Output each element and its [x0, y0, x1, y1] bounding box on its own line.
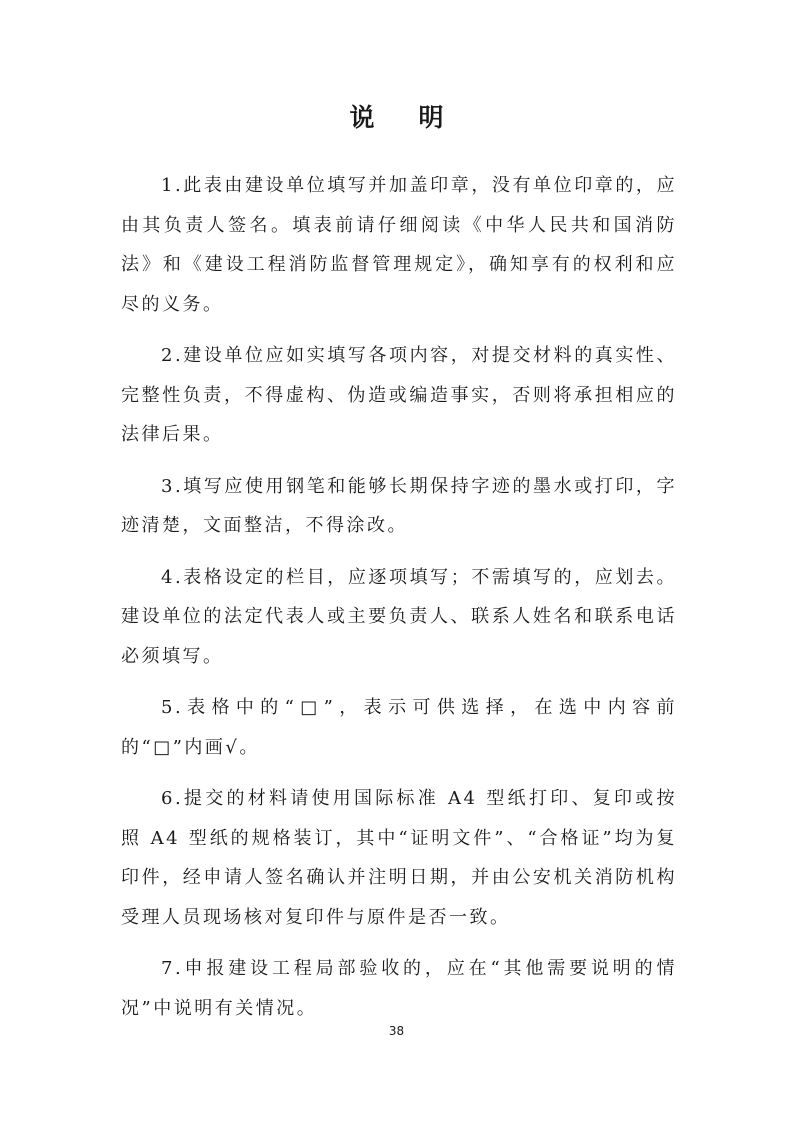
instruction-paragraph-6: 6.提交的材料请使用国际标准 A4 型纸打印、复印或按照 A4 型纸的规格装订，其中“证明文件”、“合格证”均为复印件，经申请人签名确认并注明日期，并由公安机关消防机构受理人员现场核对复印件与原件是否一致。 [121, 788, 677, 928]
page-title: 说明 [349, 103, 488, 132]
instruction-paragraph-7: 7.申报建设工程局部验收的，应在“其他需要说明的情况”中说明有关情况。 [121, 958, 677, 1019]
instruction-paragraph-1: 1.此表由建设单位填写并加盖印章，没有单位印章的，应由其负责人签名。填表前请仔细阅读《中华人民共和国消防法》和《建设工程消防监督管理规定》，确知享有的权利和应尽的义务。 [121, 175, 677, 315]
page-number: 38 [388, 1024, 405, 1038]
instruction-paragraph-4: 4.表格设定的栏目，应逐项填写；不需填写的，应划去。建设单位的法定代表人或主要负责人、联系人姓名和联系电话必须填写。 [121, 566, 677, 667]
instruction-paragraph-3: 3.填写应使用钢笔和能够长期保持字迹的墨水或打印，字迹清楚，文面整洁，不得涂改。 [121, 475, 677, 536]
instruction-paragraph-2: 2.建设单位应如实填写各项内容，对提交材料的真实性、完整性负责，不得虚构、伪造或编造事实，否则将承担相应的法律后果。 [121, 345, 677, 445]
instructions-body [121, 166, 677, 1040]
instruction-paragraph-5: 5.表格中的“□”，表示可供选择，在选中内容前的“□”内画√。 [121, 697, 677, 758]
